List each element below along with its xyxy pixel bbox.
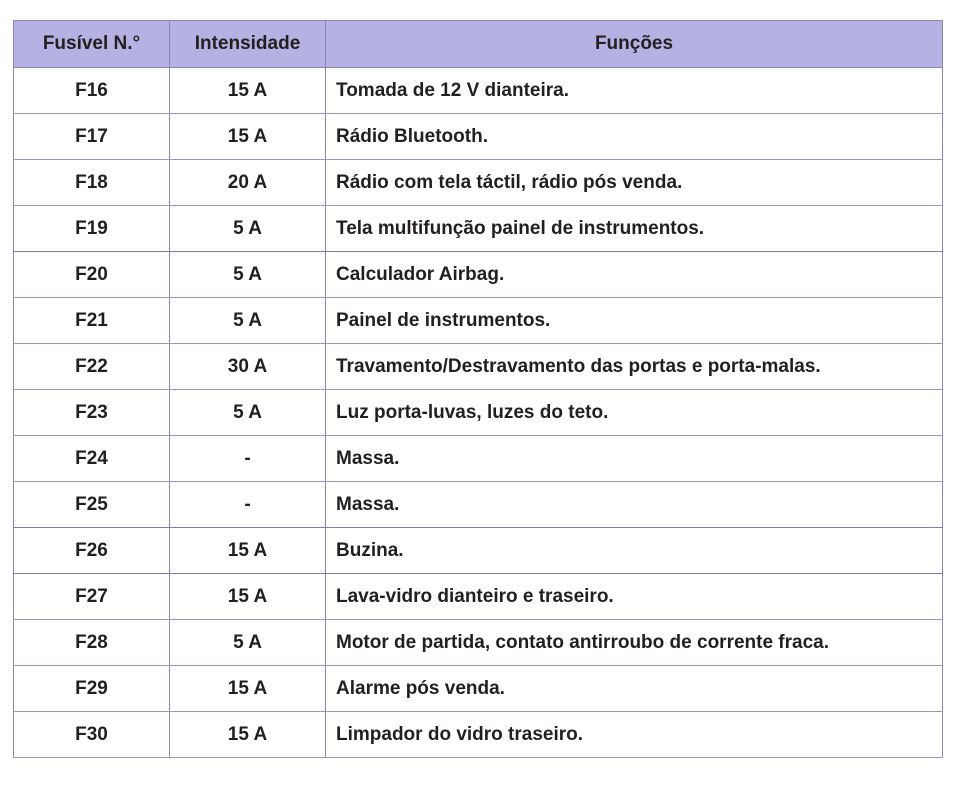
table-row <box>14 620 943 666</box>
amperage-cell: 15 A <box>170 574 326 620</box>
fuse-number-cell: F19 <box>14 206 170 252</box>
header-fuse-number: Fusível N.° <box>14 21 170 68</box>
fuse-number-cell: F20 <box>14 252 170 298</box>
fuse-table <box>13 20 943 758</box>
fuse-number-cell: F22 <box>14 344 170 390</box>
function-cell: Motor de partida, contato antirroubo de corrente fraca. <box>326 620 943 666</box>
amperage-cell: - <box>170 436 326 482</box>
function-cell: Tela multifunção painel de instrumentos. <box>326 206 943 252</box>
header-row <box>14 21 943 68</box>
fuse-number-cell: F27 <box>14 574 170 620</box>
amperage-cell: 15 A <box>170 528 326 574</box>
fuse-number-cell: F25 <box>14 482 170 528</box>
amperage-cell: 5 A <box>170 252 326 298</box>
amperage-cell: 5 A <box>170 206 326 252</box>
table-row <box>14 528 943 574</box>
amperage-cell: 30 A <box>170 344 326 390</box>
function-cell: Massa. <box>326 436 943 482</box>
function-cell: Buzina. <box>326 528 943 574</box>
fuse-number-cell: F17 <box>14 114 170 160</box>
function-cell: Limpador do vidro traseiro. <box>326 712 943 758</box>
table-row <box>14 482 943 528</box>
table-row <box>14 574 943 620</box>
table-row <box>14 390 943 436</box>
table-header <box>14 21 943 68</box>
function-cell: Massa. <box>326 482 943 528</box>
fuse-number-cell: F18 <box>14 160 170 206</box>
amperage-cell: 5 A <box>170 390 326 436</box>
fuse-number-cell: F29 <box>14 666 170 712</box>
fuse-number-cell: F16 <box>14 68 170 114</box>
function-cell: Tomada de 12 V dianteira. <box>326 68 943 114</box>
amperage-cell: 5 A <box>170 620 326 666</box>
amperage-cell: 15 A <box>170 666 326 712</box>
fuse-number-cell: F26 <box>14 528 170 574</box>
table-row <box>14 114 943 160</box>
amperage-cell: 15 A <box>170 712 326 758</box>
table-row <box>14 160 943 206</box>
table-row <box>14 206 943 252</box>
table-row <box>14 344 943 390</box>
function-cell: Lava-vidro dianteiro e traseiro. <box>326 574 943 620</box>
function-cell: Travamento/Destravamento das portas e porta-malas. <box>326 344 943 390</box>
function-cell: Calculador Airbag. <box>326 252 943 298</box>
fuse-number-cell: F30 <box>14 712 170 758</box>
fuse-number-cell: F28 <box>14 620 170 666</box>
table-row <box>14 298 943 344</box>
header-functions: Funções <box>326 21 943 68</box>
function-cell: Painel de instrumentos. <box>326 298 943 344</box>
header-amperage: Intensidade <box>170 21 326 68</box>
function-cell: Rádio Bluetooth. <box>326 114 943 160</box>
table-body <box>14 68 943 758</box>
function-cell: Alarme pós venda. <box>326 666 943 712</box>
amperage-cell: - <box>170 482 326 528</box>
table-row <box>14 252 943 298</box>
fuse-number-cell: F21 <box>14 298 170 344</box>
fuse-number-cell: F23 <box>14 390 170 436</box>
amperage-cell: 20 A <box>170 160 326 206</box>
table-row <box>14 68 943 114</box>
table-row <box>14 666 943 712</box>
amperage-cell: 5 A <box>170 298 326 344</box>
function-cell: Luz porta-luvas, luzes do teto. <box>326 390 943 436</box>
amperage-cell: 15 A <box>170 114 326 160</box>
fuse-number-cell: F24 <box>14 436 170 482</box>
table-row <box>14 436 943 482</box>
function-cell: Rádio com tela táctil, rádio pós venda. <box>326 160 943 206</box>
table-row <box>14 712 943 758</box>
amperage-cell: 15 A <box>170 68 326 114</box>
